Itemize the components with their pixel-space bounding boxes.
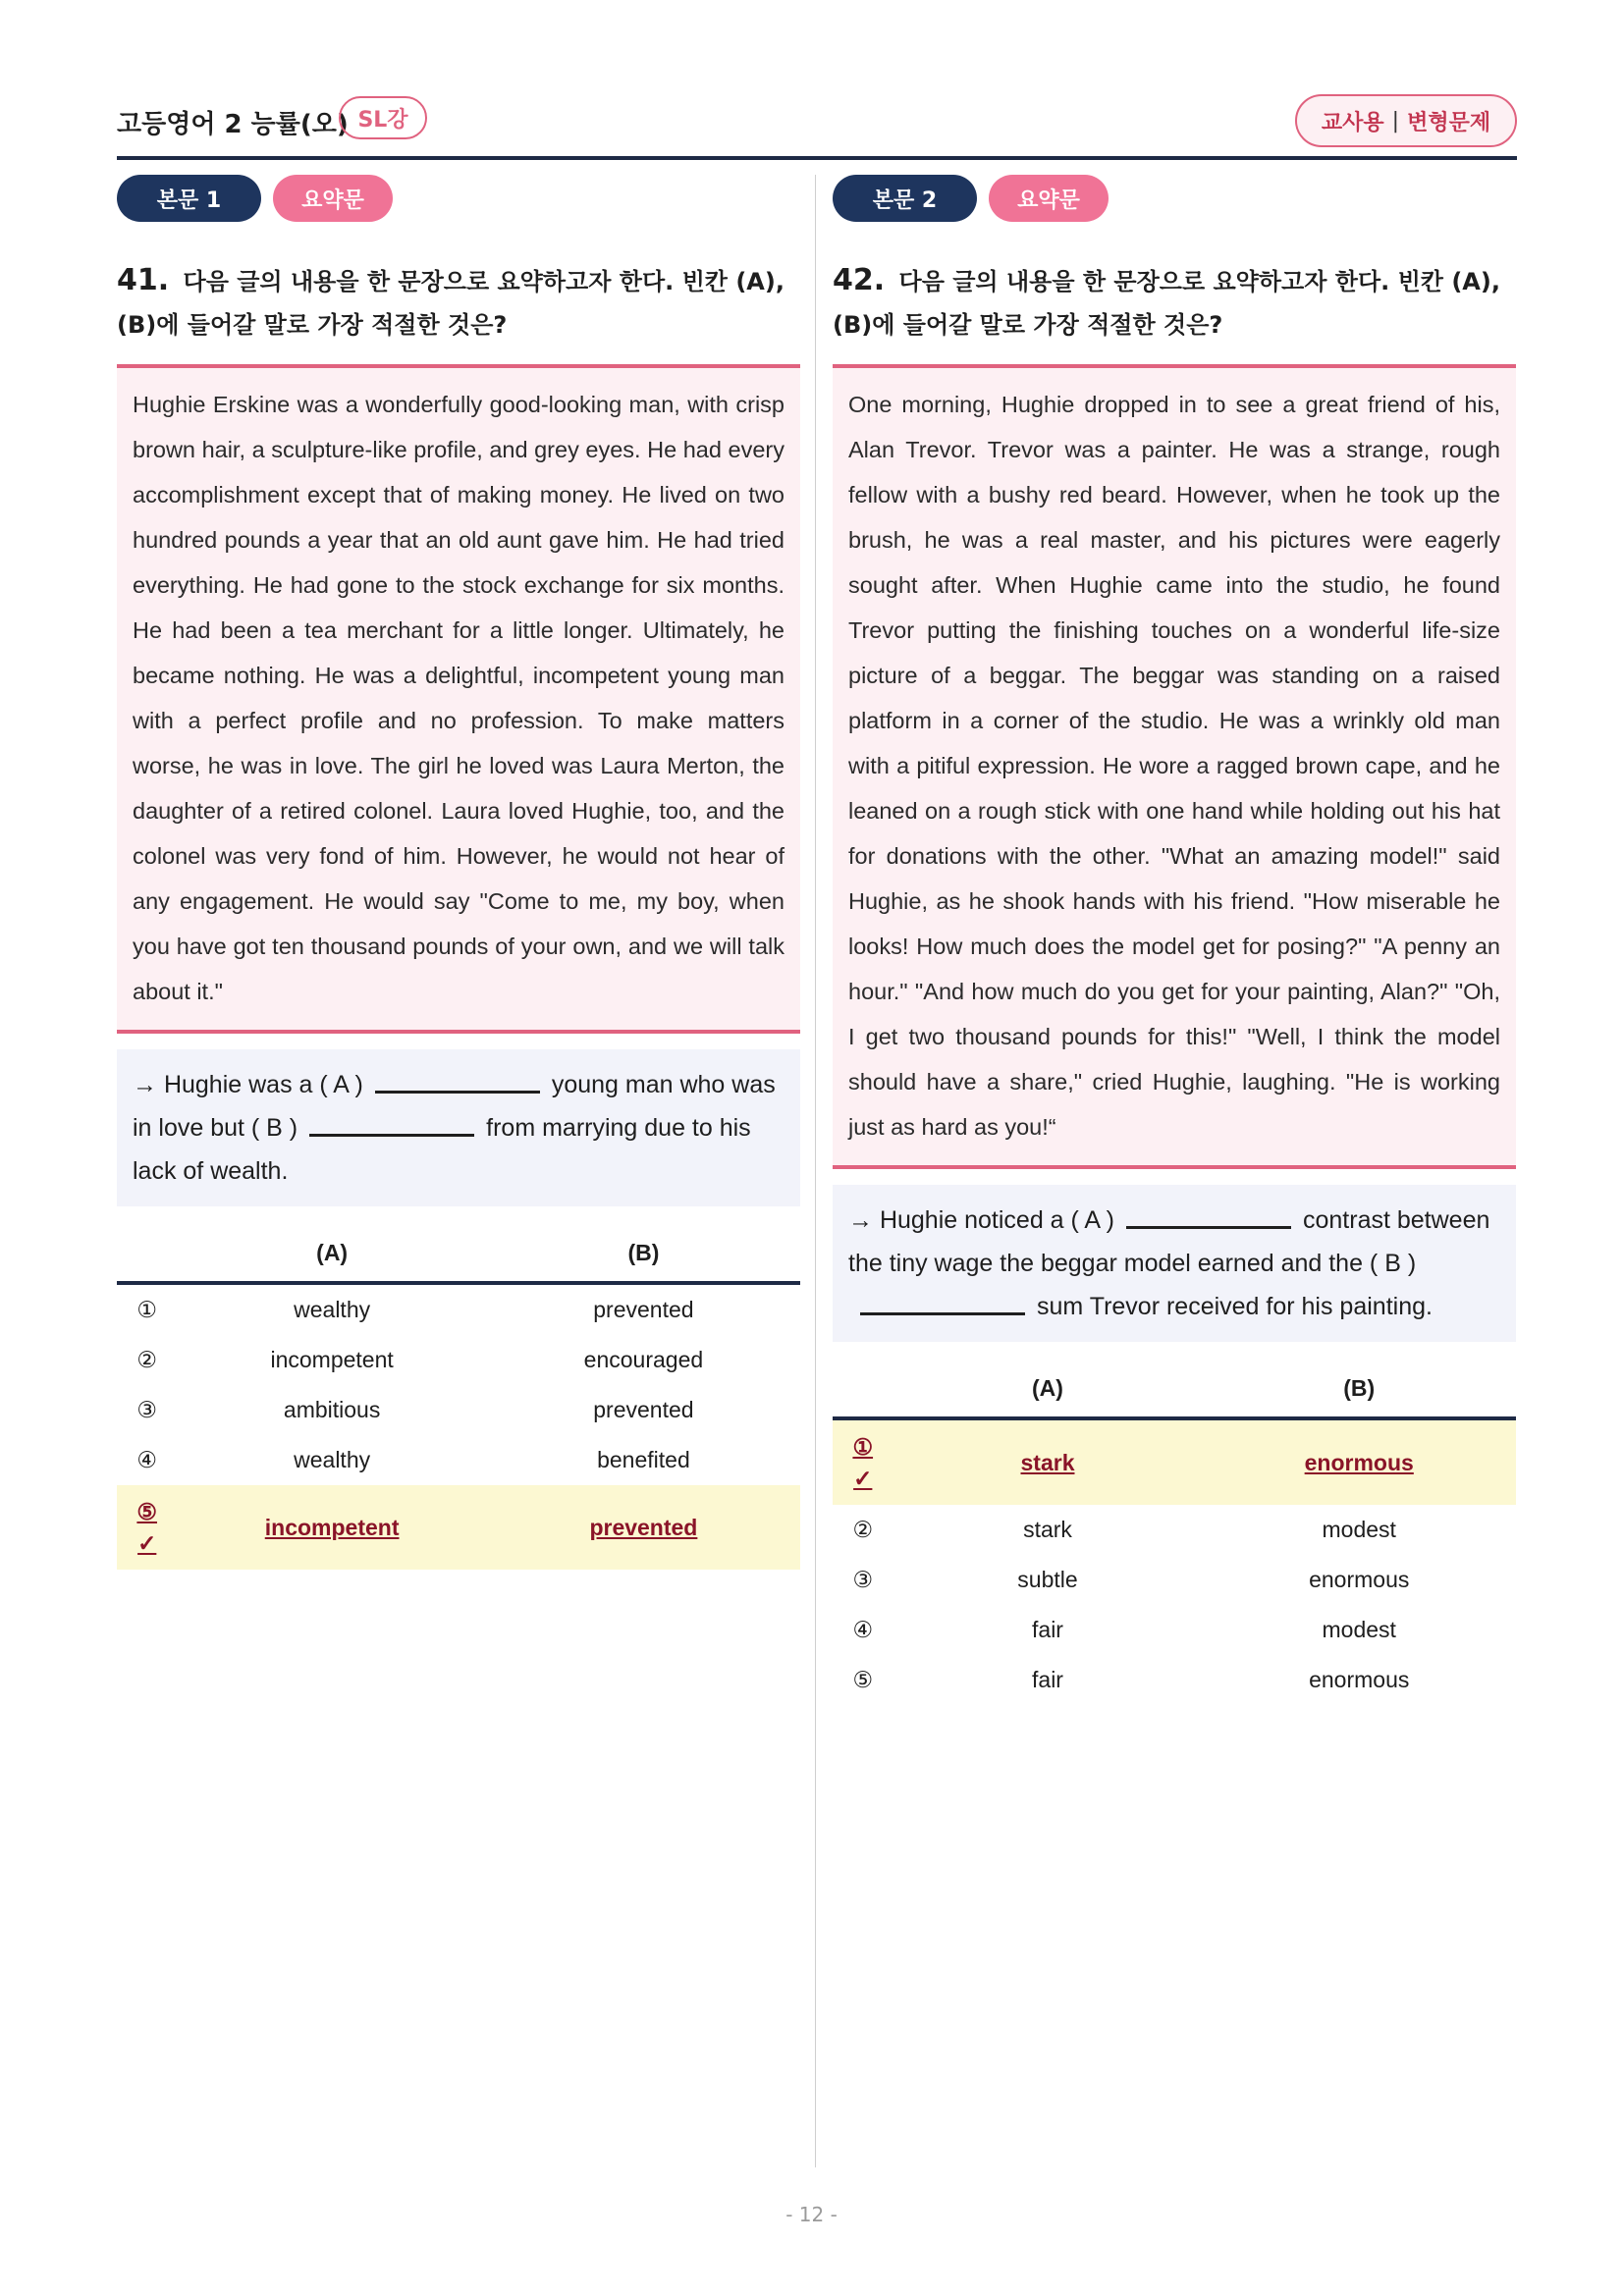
- correct-choice-row[interactable]: [833, 1418, 1516, 1505]
- sl-badge: SL강: [339, 96, 427, 139]
- blank-b: [860, 1301, 1025, 1315]
- blank-a: [1126, 1214, 1291, 1229]
- question-number: 41.: [117, 263, 170, 297]
- passage-text: One morning, Hughie dropped in to see a great friend of his, Alan Trevor. Trevor was a painter. He was a strange, rough fellow with a bushy red beard. However, when he took up the brush, he was a real master, and his pictures were eagerly sought after. When Hughie came into the studio, he found Trevor putting the finishing touches on a wonderful life-size picture of a beggar. The beggar was standing on a raised platform in a corner of the studio. He was a wrinkly old man with a pitiful expression. He wore a ragged brown cape, and he leaned on a rough stick with one hand while holding out his hat for donations with the other. "What an amazing model!" said Hughie, as he shook hands with his friend. "How miserable he looks! How much does the model get for posing?" "A penny an hour." "And how much do you get for your painting, Alan?" "Oh, I get two thousand pounds for this!" "Well, I think the model should have a share," cried Hughie, laughing. "He is working just as hard as you!“: [833, 368, 1516, 1165]
- passage-bottom-rule: [117, 1030, 800, 1034]
- blank-b: [309, 1122, 474, 1137]
- passage-tags: [117, 175, 800, 222]
- checkmark-icon: ✓: [137, 1530, 157, 1556]
- choice-number: [117, 1485, 177, 1570]
- teacher-version-badge: [1295, 94, 1517, 147]
- choice-a: wealthy: [294, 1447, 371, 1472]
- choice-row-1[interactable]: [117, 1283, 800, 1335]
- choice-row-3[interactable]: [117, 1385, 800, 1435]
- summary-part-1: → Hughie was a ( A ): [133, 1071, 363, 1098]
- summary-part-2: contrast between the tiny wage the beggar model earned and the ( B ): [848, 1206, 1490, 1277]
- teacher-label: 교사용: [1321, 110, 1384, 135]
- choice-row-2[interactable]: [117, 1335, 800, 1385]
- header-divider: [117, 156, 1517, 160]
- choice-number-label: ①: [852, 1434, 874, 1460]
- choice-b: enormous: [1202, 1418, 1516, 1505]
- page-number: - 12 -: [785, 2203, 838, 2226]
- choice-a: stark: [1023, 1517, 1072, 1542]
- choice-number: ④: [852, 1617, 874, 1642]
- choice-a: fair: [1032, 1667, 1063, 1692]
- book-title: 고등영어 2 능률(오): [117, 110, 349, 139]
- summary-part-3: sum Trevor received for his painting.: [1037, 1293, 1433, 1320]
- question-type-label: 변형문제: [1407, 110, 1491, 135]
- choice-row-4[interactable]: [117, 1435, 800, 1485]
- column-divider: [815, 175, 816, 2167]
- answer-choices-table: [833, 1360, 1516, 1705]
- choice-b: benefited: [597, 1447, 690, 1472]
- question-41-column: [117, 175, 800, 1570]
- passage-tag: 본문 1: [117, 175, 261, 222]
- choice-b: enormous: [1309, 1567, 1410, 1592]
- header-a: (A): [893, 1360, 1203, 1418]
- summary-type-tag: 요약문: [273, 175, 393, 222]
- passage-text: Hughie Erskine was a wonderfully good-looking man, with crisp brown hair, a sculpture-like profile, and grey eyes. He had every accomplishment except that of making money. He lived on two hundred pounds a year that an old aunt gave him. He had tried everything. He had gone to the stock exchange for six months. He had been a tea merchant for a little longer. Ultimately, he became nothing. He was a delightful, incompetent young man with a perfect profile and no profession. To make matters worse, he was in love. The girl he loved was Laura Merton, the daughter of a retired colonel. Laura loved Hughie, too, and the colonel was very fond of him. However, he would not hear of any engagement. He would say "Come to me, my boy, when you have got ten thousand pounds of your own, and we will talk about it.": [117, 368, 800, 1030]
- question-text: 다음 글의 내용을 한 문장으로 요약하고자 한다. 빈칸 (A), (B)에 들어갈 말로 가장 적절한 것은?: [117, 268, 784, 339]
- question-prompt: [117, 259, 800, 347]
- correct-choice-row[interactable]: [117, 1485, 800, 1570]
- question-42-column: [833, 175, 1516, 1705]
- header-a: (A): [177, 1224, 486, 1283]
- choice-row-5[interactable]: [833, 1655, 1516, 1705]
- summary-box: [833, 1185, 1516, 1342]
- summary-part-3: from marrying due to his lack of wealth.: [133, 1114, 751, 1185]
- choice-b: modest: [1322, 1517, 1396, 1542]
- blank-a: [375, 1079, 540, 1094]
- choice-row-2[interactable]: [833, 1505, 1516, 1555]
- choice-number: ①: [136, 1297, 158, 1322]
- summary-part-1: → Hughie noticed a ( A ): [848, 1206, 1114, 1234]
- question-number: 42.: [833, 263, 886, 297]
- table-header-row: [117, 1224, 800, 1283]
- choice-b: prevented: [593, 1397, 694, 1422]
- summary-type-tag: 요약문: [989, 175, 1109, 222]
- choice-number: ②: [852, 1517, 874, 1542]
- choice-row-4[interactable]: [833, 1605, 1516, 1655]
- choice-a: subtle: [1017, 1567, 1078, 1592]
- choice-a: incompetent: [270, 1347, 394, 1372]
- header-num: [833, 1360, 893, 1418]
- checkmark-icon: ✓: [853, 1466, 873, 1491]
- question-text: 다음 글의 내용을 한 문장으로 요약하고자 한다. 빈칸 (A), (B)에 들어갈 말로 가장 적절한 것은?: [833, 268, 1500, 339]
- choice-number: ③: [136, 1397, 158, 1422]
- choice-a: incompetent: [177, 1485, 486, 1570]
- badge-separator: |: [1391, 108, 1400, 133]
- choice-number: ③: [852, 1567, 874, 1592]
- header-b: (B): [1202, 1360, 1516, 1418]
- choice-b: enormous: [1309, 1667, 1410, 1692]
- page-header: [117, 94, 1517, 153]
- choice-number-label: ⑤: [136, 1499, 158, 1524]
- choice-number: [833, 1418, 893, 1505]
- summary-part-2: young man who was in love but ( B ): [133, 1071, 776, 1142]
- table-header-row: [833, 1360, 1516, 1418]
- header-b: (B): [487, 1224, 800, 1283]
- choice-row-3[interactable]: [833, 1555, 1516, 1605]
- choice-a: stark: [893, 1418, 1203, 1505]
- choice-a: wealthy: [294, 1297, 371, 1322]
- header-num: [117, 1224, 177, 1283]
- passage-bottom-rule: [833, 1165, 1516, 1169]
- choice-b: prevented: [593, 1297, 694, 1322]
- passage-tag: 본문 2: [833, 175, 977, 222]
- choice-a: fair: [1032, 1617, 1063, 1642]
- question-prompt: [833, 259, 1516, 347]
- choice-number: ⑤: [852, 1667, 874, 1692]
- choice-b: modest: [1322, 1617, 1396, 1642]
- passage-tags: [833, 175, 1516, 222]
- summary-box: [117, 1049, 800, 1206]
- choice-number: ②: [136, 1347, 158, 1372]
- choice-b: prevented: [487, 1485, 800, 1570]
- choice-a: ambitious: [283, 1397, 381, 1422]
- choice-number: ④: [136, 1447, 158, 1472]
- answer-choices-table: [117, 1224, 800, 1570]
- choice-b: encouraged: [583, 1347, 704, 1372]
